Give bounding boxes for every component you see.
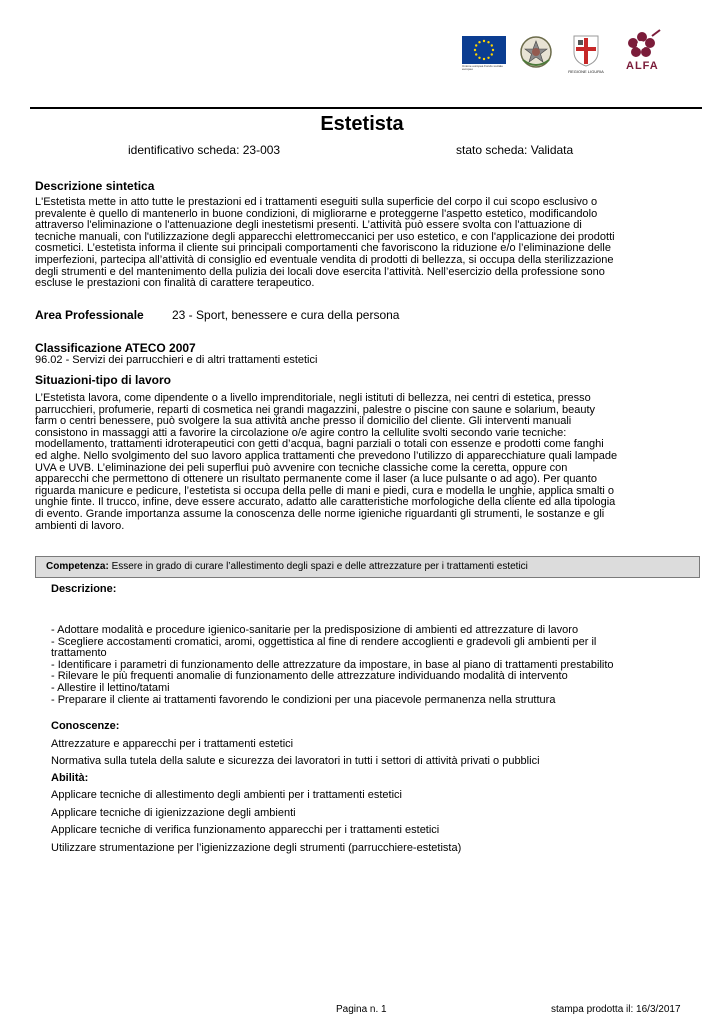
situazioni-line: ambienti di lavoro. (35, 519, 125, 532)
italian-republic-emblem-icon (518, 34, 554, 70)
situazioni-line: consistono in massaggi atti a favorire la circolazione o/e agire contro la cellulite svolti secondo varie tecniche: (35, 426, 567, 439)
situazioni-line: ed alghe. Nello svolgimento del suo lavoro applica trattamenti che prevedono l’utilizzo di apparecchiature quali lampade (35, 449, 618, 462)
list-item: - Rilevare le più frequenti anomalie di funzionamento delle attrezzature individuando modalità di intervento (51, 670, 568, 683)
situazioni-line: riguarda manicure e pedicure, l’estetista si occupa della pelle di mani e piedi, cura e modella le unghie, applica smalti o (35, 484, 615, 497)
situazioni-text (35, 393, 638, 532)
descrizione-line: imperfezioni, partecipa all’attività di consiglio ed eventuale vendita di prodotti di bellezza, si occupa della sterilizzazione (35, 253, 614, 266)
ateco-code: 96.02 - Servizi dei parrucchieri e di altri trattamenti estetici (35, 354, 318, 366)
area-label: Area Professionale (35, 308, 144, 322)
conoscenze-label: Conoscenze: (51, 720, 120, 732)
descrizione-line: attraverso l'eliminazione o l'attenuazione degli inestetismi presenti. L’attività può essere svolta con l'attuazione di (35, 219, 582, 232)
situazioni-line: apparecchi che permettono di ottenere un risultato permanente come il laser (a luce pulsante o ad ago). Per quanto (35, 473, 597, 486)
descrizione-label: Descrizione: (51, 583, 117, 595)
abilita-item: Applicare tecniche di allestimento degli ambienti per i trattamenti estetici (51, 789, 402, 801)
descrizione-line: tecniche manuali, con l'utilizzazione degli apparecchi elettromeccanici per uso estetico, e con l'applicazione dei prodotti (35, 230, 615, 243)
page-title: Estetista (320, 113, 404, 135)
scheda-id: identificativo scheda: 23-003 (128, 143, 281, 157)
situazioni-heading: Situazioni-tipo di lavoro (35, 373, 171, 387)
situazioni-line: L’Estetista lavora, come dipendente o a livello imprenditoriale, negli istituti di bellezza, nei centri di estetica, presso (35, 392, 591, 404)
ateco-heading: Classificazione ATECO 2007 (35, 341, 196, 355)
situazioni-line: farm o centri benessere, può svolgere la sua attività anche presso il domicilio del cliente. Gli interventi manuali (35, 415, 572, 428)
situazioni-line: parrucchieri, profumerie, reparti di cosmetica nei grandi magazzini, palestre o piscine con saune e solarium, beauty (35, 403, 596, 416)
abilita-item: Utilizzare strumentazione per l’igienizzazione degli strumenti (parrucchiere-estetista) (51, 842, 462, 854)
list-item: - Preparare il cliente ai trattamenti favorendo le condizioni per una piacevole permanenza nella struttura (51, 693, 556, 706)
liguria-caption: REGIONE LIGURIA (568, 69, 604, 74)
situazioni-line: di evento. Grande importanza assume la conoscenza delle norme igieniche riguardanti gli strumenti, le sostanze e gli (35, 507, 605, 520)
eu-flag-icon (462, 36, 506, 64)
header-logos (462, 28, 672, 78)
conoscenza-item: Normativa sulla tutela della salute e sicurezza dei lavoratori in tutti i settori di attività privati o pubblici (51, 755, 540, 767)
situazioni-line: UVA e UVB. L’eliminazione dei peli superflui può avvenire con tecniche classiche come la ceretta, oppure con (35, 461, 568, 474)
descrizione-line: cosmetici. L’estetista informa il cliente sui principali comportamenti che favoriscono la riduzione e/o l’eliminazione delle (35, 242, 611, 255)
print-date: stampa prodotta il: 16/3/2017 (551, 1004, 681, 1015)
competenza-items (51, 625, 673, 706)
descrizione-heading: Descrizione sintetica (35, 179, 155, 193)
situazioni-line: unghie finte. Il trucco, infine, deve essere accurato, adatto alle caratteristiche morfologiche della cliente ed alla tipologia (35, 496, 616, 509)
abilita-item: Applicare tecniche di igienizzazione degli ambienti (51, 807, 296, 819)
descrizione-line: degli strumenti e del mantenimento della pulizia dei locali dove esercita l’attività. Nell’esercizio della professione sono (35, 265, 605, 278)
alfa-wordmark: ALFA (626, 60, 659, 72)
eu-caption: Unione europea Fondo sociale europeo (462, 64, 503, 72)
conoscenza-item: Attrezzature e apparecchi per i trattamenti estetici (51, 738, 294, 750)
abilita-item: Applicare tecniche di verifica funzionamento apparecchi per i trattamenti estetici (51, 824, 440, 836)
competenza-label: Competenza: (46, 561, 109, 572)
list-item: - Scegliere accostamenti cromatici, aromi, oggettistica al fine di rendere accoglienti e gradevoli gli ambienti per il (51, 635, 597, 648)
alfa-flower-icon (622, 28, 668, 60)
list-item: - Allestire il lettino/tatami (51, 681, 170, 694)
abilita-label: Abilità: (51, 772, 89, 784)
eu-logo (462, 36, 506, 72)
scheda-state: stato scheda: Validata (456, 143, 574, 157)
list-item: - Adottare modalità e procedure igienico-sanitarie per la predisposizione di ambienti ed attrezzature di lavoro (51, 624, 579, 636)
page-number: Pagina n. 1 (336, 1004, 387, 1015)
list-item: trattamento (51, 647, 107, 660)
descrizione-text (35, 197, 638, 290)
descrizione-line: escluse le prestazioni con finalità di carattere terapeutico. (35, 277, 315, 290)
competenza-box (35, 556, 700, 578)
header-divider (30, 107, 702, 109)
competenza-text: Essere in grado di curare l’allestimento degli spazi e delle attrezzature per i trattamenti estetici (111, 561, 528, 572)
regione-liguria-logo (568, 32, 604, 76)
list-item: - Identificare i parametri di funzionamento delle attrezzature da impostare, in base al piano di trattamenti prestabilito (51, 658, 614, 671)
situazioni-line: modellamento, trattamenti idroterapeutici con getti d’acqua, bagni parziali o totali con essenze e prodotti come fanghi (35, 438, 604, 451)
descrizione-line: prevalente è quello di mantenerlo in buone condizioni, di migliorarne e proteggerne l'aspetto estetico, modificandolo (35, 207, 598, 220)
area-value: 23 - Sport, benessere e cura della persona (172, 308, 400, 322)
alfa-logo (622, 28, 668, 76)
descrizione-line: L'Estetista mette in atto tutte le prestazioni ed i trattamenti eseguiti sulla superficie del corpo il cui scopo esclusivo o (35, 196, 598, 208)
